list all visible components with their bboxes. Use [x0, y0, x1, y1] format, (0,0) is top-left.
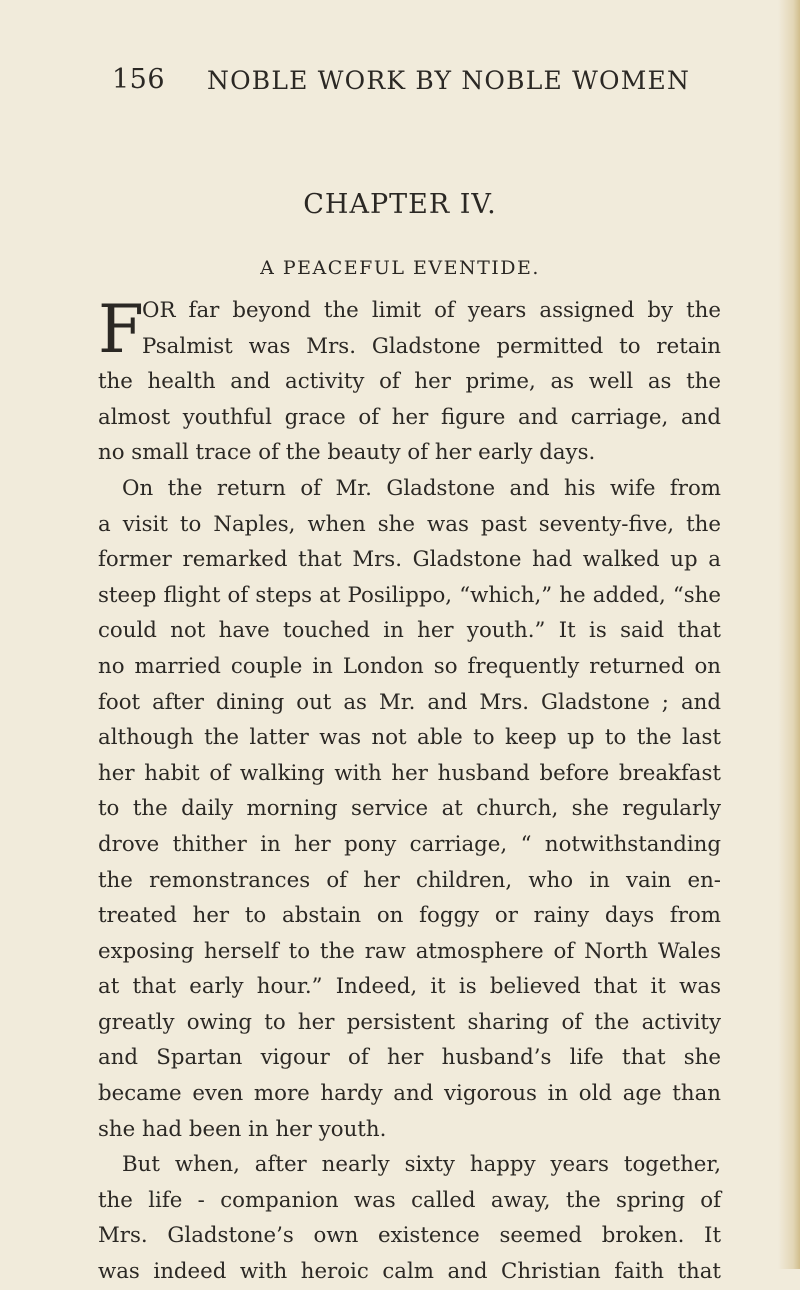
paragraph-2 [98, 471, 721, 1147]
text-line: Mrs. Gladstone’s own existence seemed broken. It [98, 1223, 721, 1249]
text-line: became even more hardy and vigorous in old age than [98, 1081, 721, 1107]
text-line: a visit to Naples, when she was past seventy-five, the [98, 511, 721, 537]
text-line: her habit of walking with her husband before breakfast [98, 760, 721, 786]
text-line: could not have touched in her youth.” It is said that [98, 618, 721, 644]
page-number: 156 [112, 64, 166, 95]
text-line: although the latter was not able to keep up to the last [98, 725, 721, 751]
text-line: greatly owing to her persistent sharing of the activity [98, 1009, 721, 1035]
text-line: the life - companion was called away, the spring of [98, 1187, 721, 1213]
text-line: the remonstrances of her children, who in vain en- [98, 867, 721, 893]
text-line: But when, after nearly sixty happy years together, [122, 1152, 721, 1178]
running-head: NOBLE WORK BY NOBLE WOMEN [207, 66, 691, 95]
text-line: to the daily morning service at church, she regularly [98, 796, 721, 822]
text-line: On the return of Mr. Gladstone and his wife from [122, 475, 721, 501]
text-line: at that early hour.” Indeed, it is believed that it was [98, 974, 721, 1000]
text-line: no married couple in London so frequently returned on [98, 653, 721, 679]
text-line: OR far beyond the limit of years assigned by the [142, 298, 721, 323]
chapter-title: CHAPTER IV. [303, 189, 497, 220]
body-text [98, 293, 721, 1290]
text-line: was indeed with heroic calm and Christian faith that [98, 1259, 721, 1285]
text-line: the health and activity of her prime, as well as the [98, 369, 721, 395]
text-line: Psalmist was Mrs. Gladstone permitted to retain [142, 333, 721, 359]
text-line: treated her to abstain on foggy or rainy days from [98, 903, 721, 929]
text-line: and Spartan vigour of her husband’s life that she [98, 1045, 721, 1071]
text-line: exposing herself to the raw atmosphere of North Wales [98, 938, 721, 964]
text-line: almost youthful grace of her figure and carriage, and [98, 404, 721, 430]
paragraph-3 [98, 1147, 721, 1289]
page-header [112, 64, 722, 104]
text-line: steep flight of steps at Posilippo, “which,” he added, “she [98, 582, 721, 608]
chapter-subtitle: A PEACEFUL EVENTIDE. [260, 257, 540, 279]
text-line: foot after dining out as Mr. and Mrs. Gladstone ; and [98, 689, 721, 715]
text-line: she had been in her youth. [98, 1116, 387, 1142]
text-line: no small trace of the beauty of her early days. [98, 440, 596, 466]
paragraph-1 [98, 293, 721, 471]
text-line: drove thither in her pony carriage, “ notwithstanding [98, 831, 721, 857]
drop-cap: F [98, 291, 144, 368]
text-line: former remarked that Mrs. Gladstone had walked up a [98, 547, 721, 573]
